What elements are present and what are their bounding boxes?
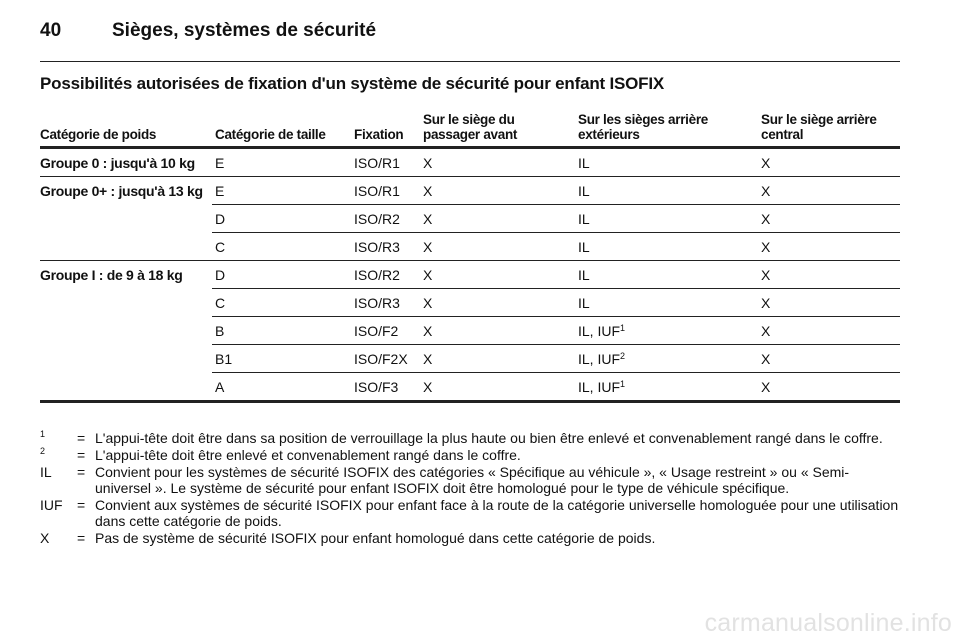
row-rule xyxy=(40,400,900,403)
footnote-text: Pas de système de sécurité ISOFIX pour enfant homologué dans cette catégorie de poids. xyxy=(95,530,656,546)
cell-size-category: D xyxy=(215,267,226,283)
cell-fixation: ISO/F2 xyxy=(354,323,399,339)
cell-size-category: A xyxy=(215,379,225,395)
cell-fixation: ISO/F2X xyxy=(354,351,408,367)
footnote-marker: 1 xyxy=(620,323,626,333)
footnote-key: X xyxy=(40,530,50,546)
cell-rear-outer-seats: IL xyxy=(578,267,590,283)
table-row xyxy=(40,149,900,176)
cell-size-category: C xyxy=(215,295,226,311)
cell-size-category: B1 xyxy=(215,351,233,367)
cell-front-passenger-seat: X xyxy=(423,155,433,171)
cell-fixation: ISO/R3 xyxy=(354,295,400,311)
footnote-equals: = xyxy=(77,464,86,480)
cell-size-category: D xyxy=(215,211,226,227)
cell-front-passenger-seat: X xyxy=(423,211,433,227)
cell-size-category: C xyxy=(215,239,226,255)
footnote xyxy=(40,464,902,496)
cell-rear-outer-seats: IL, IUF$^1$ xyxy=(578,379,626,395)
table-row xyxy=(40,345,900,372)
section-title: Possibilités autorisées de fixation d'un système de sécurité pour enfant ISOFIX xyxy=(40,74,665,93)
watermark: carmanualsonline.info xyxy=(704,609,952,637)
cell-fixation: ISO/R2 xyxy=(354,211,400,227)
chapter-title: Sièges, systèmes de sécurité xyxy=(112,20,377,41)
cell-rear-center-seat: X xyxy=(761,379,771,395)
footnote-equals: = xyxy=(77,430,86,446)
cell-fixation: ISO/F3 xyxy=(354,379,399,395)
cell-fixation: ISO/R2 xyxy=(354,267,400,283)
cell-rear-center-seat: X xyxy=(761,295,771,311)
footnotes xyxy=(40,430,902,547)
footnote-key: 1 xyxy=(40,429,46,439)
footnote-key: IUF xyxy=(40,497,63,513)
page-header xyxy=(40,20,900,60)
header-size-category: Catégorie de taille xyxy=(215,127,326,142)
footnote-text: L'appui-tête doit être enlevé et convenablement rangé dans le coffre. xyxy=(95,447,521,463)
footnote xyxy=(40,497,902,529)
header-weight-category: Catégorie de poids xyxy=(40,127,157,142)
cell-rear-outer-seats: IL xyxy=(578,239,590,255)
cell-rear-outer-seats: IL xyxy=(578,295,590,311)
cell-rear-outer-seats: IL xyxy=(578,211,590,227)
cell-front-passenger-seat: X xyxy=(423,379,433,395)
header-rear-outer-seats: Sur les sièges arrière extérieurs xyxy=(578,112,708,142)
table-row xyxy=(40,261,900,288)
footnote-equals: = xyxy=(77,447,86,463)
isofix-table xyxy=(40,110,900,403)
cell-rear-center-seat: X xyxy=(761,267,771,283)
table-row xyxy=(40,205,900,232)
cell-size-category: B xyxy=(215,323,225,339)
footnote-text: Convient aux systèmes de sécurité ISOFIX pour enfant face à la route de la catégorie universelle homologuée pour une utilisation dans cette catégorie de poids. xyxy=(95,497,899,529)
cell-rear-center-seat: X xyxy=(761,183,771,199)
footnote xyxy=(40,447,902,463)
footnote-equals: = xyxy=(77,530,86,546)
header-rear-center-seat: Sur le siège arrière central xyxy=(761,112,877,142)
page-number: 40 xyxy=(40,20,62,41)
header-front-passenger-seat: Sur le siège du passager avant xyxy=(423,112,518,142)
cell-weight-category: Groupe I : de 9 à 18 kg xyxy=(40,267,183,283)
cell-rear-outer-seats: IL xyxy=(578,183,590,199)
header-fixation: Fixation xyxy=(354,127,404,142)
cell-weight-category: Groupe 0 : jusqu'à 10 kg xyxy=(40,155,195,171)
table-body xyxy=(40,149,900,403)
footnote xyxy=(40,530,902,546)
table-row xyxy=(40,317,900,344)
table-row xyxy=(40,233,900,260)
cell-rear-center-seat: X xyxy=(761,323,771,339)
footnote-marker: 2 xyxy=(620,351,626,361)
cell-rear-outer-seats: IL, IUF$^2$ xyxy=(578,351,626,367)
cell-fixation: ISO/R1 xyxy=(354,183,400,199)
footnote-key: 2 xyxy=(40,446,46,456)
cell-fixation: ISO/R3 xyxy=(354,239,400,255)
cell-front-passenger-seat: X xyxy=(423,239,433,255)
cell-front-passenger-seat: X xyxy=(423,351,433,367)
header-rule xyxy=(40,61,900,62)
table-header xyxy=(40,110,900,146)
cell-rear-center-seat: X xyxy=(761,239,771,255)
cell-front-passenger-seat: X xyxy=(423,295,433,311)
table-row xyxy=(40,289,900,316)
cell-rear-center-seat: X xyxy=(761,211,771,227)
footnote-text: L'appui-tête doit être dans sa position de verrouillage la plus haute ou bien être enlevé et convenablement rangé dans le coffre. xyxy=(95,430,883,446)
cell-weight-category: Groupe 0+ : jusqu'à 13 kg xyxy=(40,183,203,199)
cell-rear-outer-seats: IL, IUF$^1$ xyxy=(578,323,626,339)
cell-size-category: E xyxy=(215,155,225,171)
footnote-equals: = xyxy=(77,497,86,513)
cell-rear-center-seat: X xyxy=(761,351,771,367)
cell-front-passenger-seat: X xyxy=(423,183,433,199)
footnote-text: Convient pour les systèmes de sécurité ISOFIX des catégories « Spécifique au véhicule », « Usage restreint » ou « Semi-universel ». Le système de sécurité pour enfant ISOFIX doit être homologué pour le type de véhicule spécifique. xyxy=(95,464,850,496)
cell-fixation: ISO/R1 xyxy=(354,155,400,171)
table-row xyxy=(40,373,900,400)
footnote-key: IL xyxy=(40,464,52,480)
footnote-marker: 1 xyxy=(620,379,626,389)
cell-rear-outer-seats: IL xyxy=(578,155,590,171)
table-row xyxy=(40,177,900,204)
footnote xyxy=(40,430,902,446)
cell-front-passenger-seat: X xyxy=(423,267,433,283)
cell-rear-center-seat: X xyxy=(761,155,771,171)
cell-front-passenger-seat: X xyxy=(423,323,433,339)
cell-size-category: E xyxy=(215,183,225,199)
